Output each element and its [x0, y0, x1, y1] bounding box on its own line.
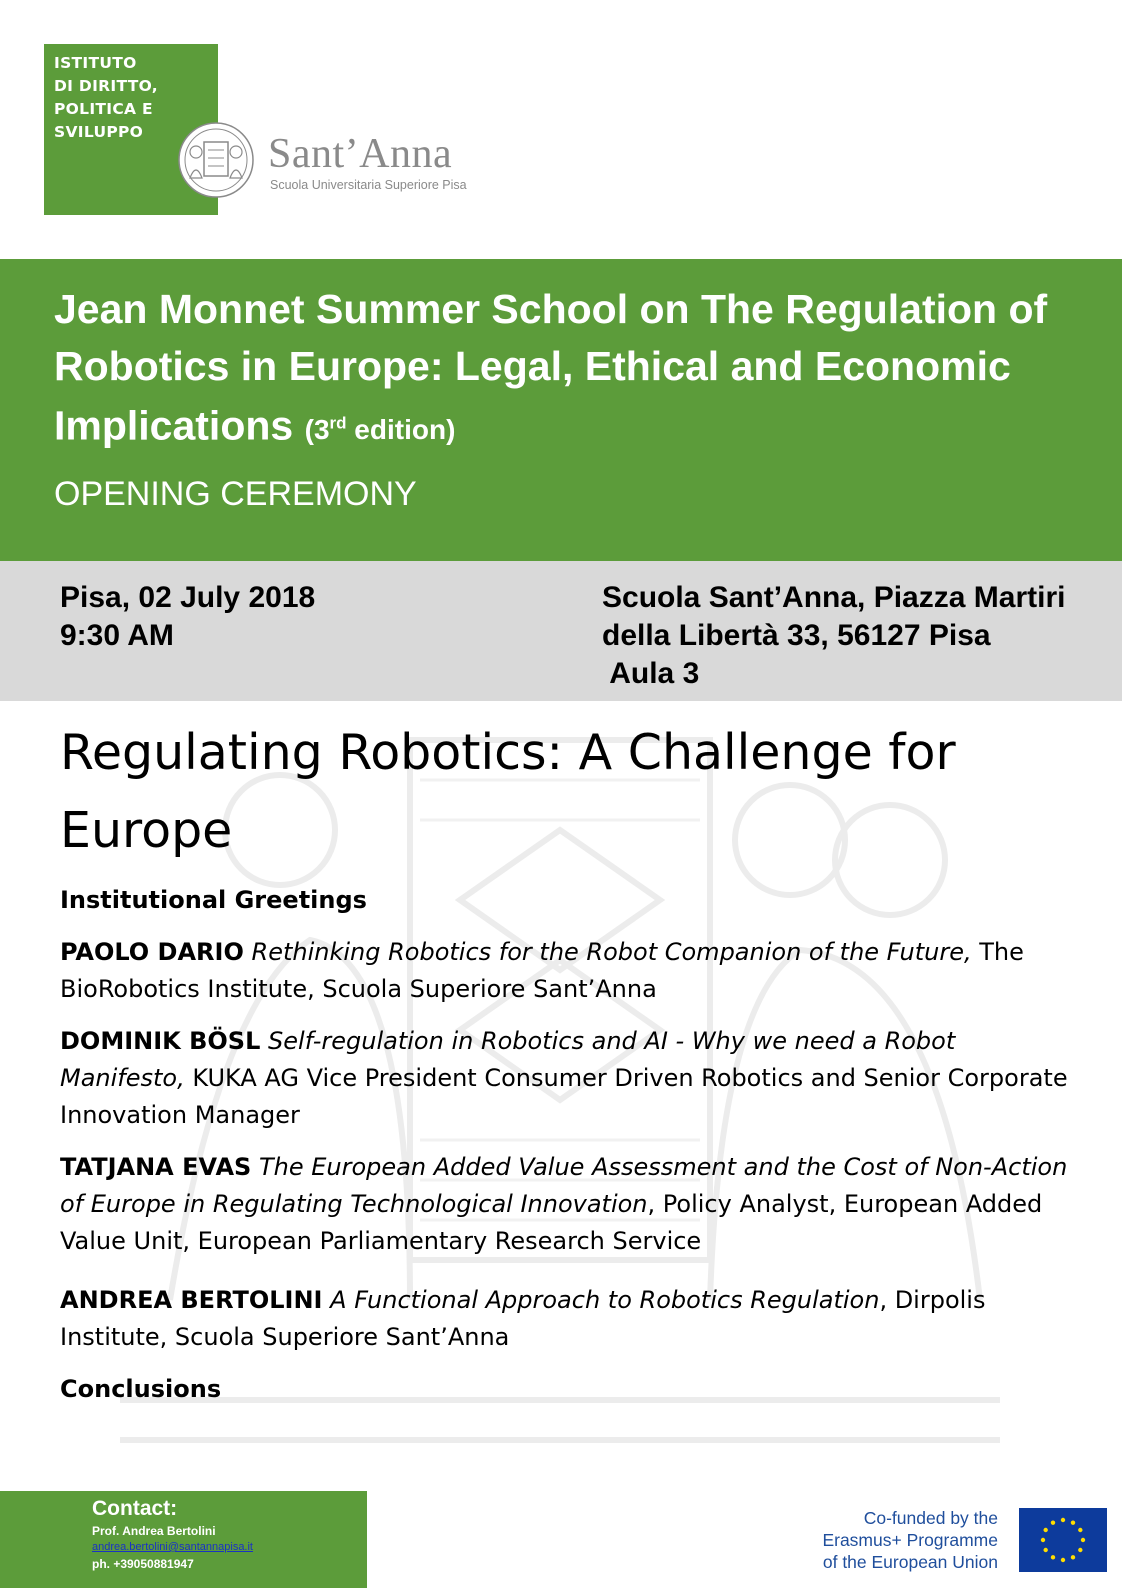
talk-title: Rethinking Robotics for the Robot Companion of the Future, [251, 938, 972, 966]
speaker-name: TATJANA EVAS [60, 1153, 252, 1181]
event-title [54, 281, 1104, 458]
speaker-name: DOMINIK BÖSL [60, 1027, 261, 1055]
speaker-affiliation: KUKA AG Vice President Consumer Driven Robotics and Senior Corporate Innovation Manager [60, 1064, 1068, 1129]
contact-phone: ph. +39050881947 [92, 1557, 194, 1571]
university-subtitle: Scuola Universitaria Superiore Pisa [270, 178, 467, 192]
contact-email-link[interactable]: andrea.bertolini@santannapisa.it [92, 1541, 253, 1553]
talk-item [60, 1282, 1070, 1356]
talk-title: Self-regulation in Robotics and AI - Why we need a Robot Manifesto, [60, 1027, 956, 1092]
event-date: Pisa, 02 July 2018 [60, 581, 316, 614]
speaker-name: PAOLO DARIO [60, 938, 244, 966]
funding-line: Erasmus+ Programme [822, 1530, 998, 1550]
institute-name-line: DI DIRITTO, [54, 77, 158, 95]
edition-sup: rd [329, 414, 347, 433]
speaker-affiliation: , Policy Analyst, European Added Value Unit, European Parliamentary Research Service [60, 1190, 1043, 1255]
eu-star-icon [1071, 1555, 1075, 1559]
info-band [0, 561, 1122, 701]
contact-box [0, 1491, 367, 1588]
speaker-affiliation: The BioRobotics Institute, Scuola Superiore Sant’Anna [60, 938, 1024, 1003]
institute-name-line: SVILUPPO [54, 123, 144, 141]
venue-room: Aula 3 [602, 657, 700, 690]
edition-label [305, 414, 456, 445]
date-time [60, 579, 315, 655]
contact-title: Contact: [92, 1497, 178, 1520]
speaker-name: ANDREA BERTOLINI [60, 1286, 323, 1314]
contact-name: Prof. Andrea Bertolini [92, 1524, 216, 1538]
talk-title: A Functional Approach to Robotics Regulation [330, 1286, 880, 1314]
university-name: Sant’Anna [268, 131, 453, 177]
speaker-affiliation: , Dirpolis Institute, Scuola Superiore Sant’Anna [60, 1286, 986, 1351]
eu-flag-icon [1019, 1508, 1107, 1572]
eu-star-icon [1061, 1558, 1065, 1562]
institute-name-line: ISTITUTO [54, 54, 137, 72]
venue-line: della Libertà 33, 56127 Pisa [602, 619, 991, 652]
venue-line: Scuola Sant’Anna, Piazza Martiri [602, 581, 1066, 614]
talk-item [60, 1023, 1070, 1134]
institute-name [54, 52, 158, 144]
venue [602, 579, 1065, 693]
eu-star-icon [1071, 1520, 1075, 1524]
eu-star-icon [1081, 1538, 1085, 1542]
funding-statement [822, 1507, 998, 1573]
eu-star-icon [1043, 1548, 1047, 1552]
eu-star-icon [1041, 1538, 1045, 1542]
closing-item: Conclusions [60, 1375, 222, 1403]
title-band [0, 259, 1122, 561]
eu-star-icon [1078, 1528, 1082, 1532]
edition-prefix: (3 [304, 414, 330, 446]
eu-star-icon [1043, 1528, 1047, 1532]
edition-suffix: edition) [346, 414, 456, 446]
program [60, 714, 1070, 1423]
talk-item [60, 1149, 1070, 1260]
eu-star-icon [1061, 1518, 1065, 1522]
eu-star-icon [1078, 1548, 1082, 1552]
university-seal-icon [176, 120, 256, 200]
opening-item: Institutional Greetings [60, 886, 367, 914]
eu-star-icon [1051, 1555, 1055, 1559]
event-subtitle: OPENING CEREMONY [54, 475, 417, 513]
program-title: Regulating Robotics: A Challenge for Europe [60, 724, 956, 859]
institute-name-line: POLITICA E [54, 100, 153, 118]
event-title-text: Jean Monnet Summer School on The Regulation of Robotics in Europe: Legal, Ethical and Economic Implications [54, 286, 1048, 449]
eu-star-icon [1051, 1520, 1055, 1524]
event-time: 9:30 AM [60, 619, 174, 652]
talk-title: The European Added Value Assessment and the Cost of Non-Action of Europe in Regulating Technological Innovation [60, 1153, 1068, 1218]
funding-line: Co-funded by the [863, 1508, 998, 1528]
talk-item [60, 934, 1070, 1008]
funding-line: of the European Union [822, 1552, 998, 1572]
